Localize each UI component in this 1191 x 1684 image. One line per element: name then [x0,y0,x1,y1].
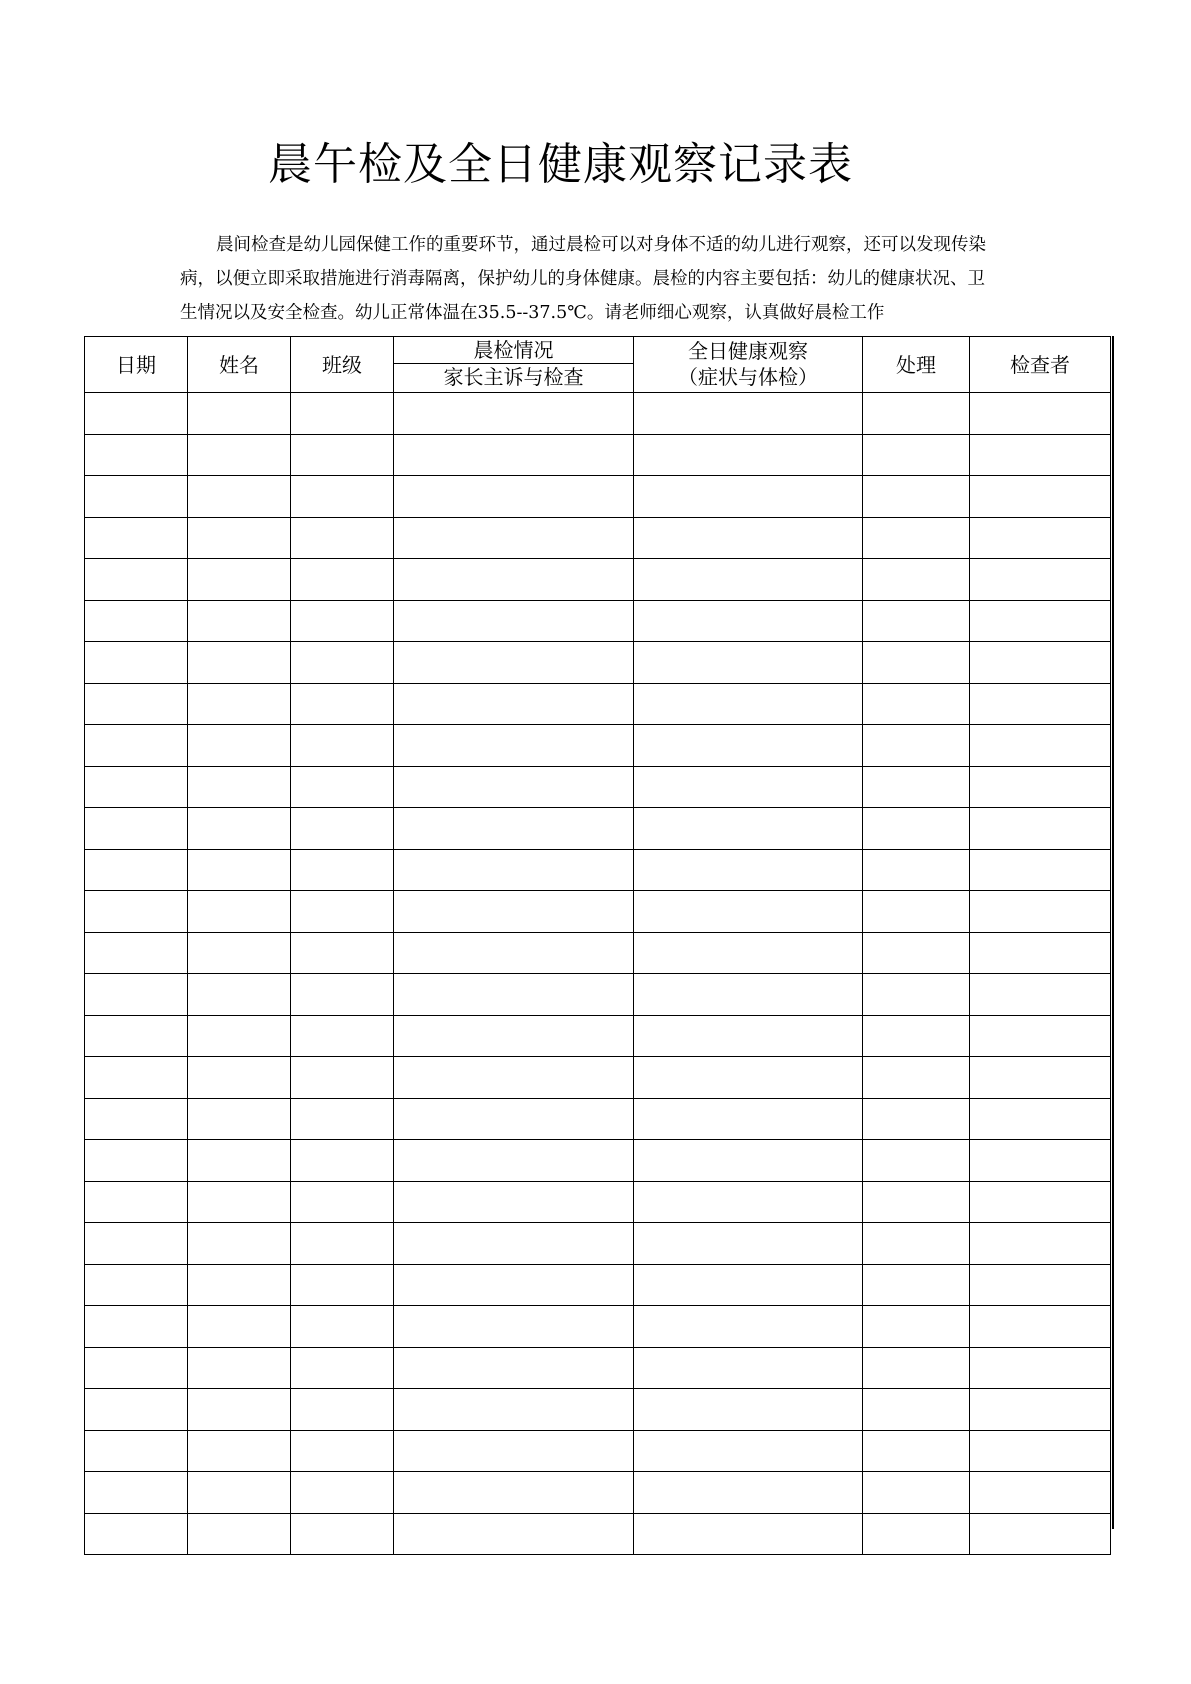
name-cell[interactable] [188,1223,291,1265]
date-cell[interactable] [85,434,188,476]
header-inspector-label: 检查者 [1010,353,1070,377]
fullday-observation-cell[interactable] [634,517,863,559]
header-fullday-title: 全日健康观察 [688,339,808,363]
table-row [85,808,1111,850]
handling-cell[interactable] [863,600,970,642]
header-fullday-subtitle: （症状与体检） [678,365,818,389]
handling-cell[interactable] [863,1264,970,1306]
fullday-observation-cell[interactable] [634,1181,863,1223]
class-cell[interactable] [291,517,394,559]
header-morning-check [394,337,634,393]
morning-check-cell[interactable] [394,766,634,808]
class-cell[interactable] [291,766,394,808]
morning-check-cell[interactable] [394,517,634,559]
date-cell[interactable] [85,808,188,850]
inspector-cell[interactable] [970,434,1111,476]
fullday-observation-cell[interactable] [634,1513,863,1555]
handling-cell[interactable] [863,1430,970,1472]
class-cell[interactable] [291,683,394,725]
name-cell[interactable] [188,766,291,808]
class-cell[interactable] [291,1264,394,1306]
table-row [85,683,1111,725]
class-cell[interactable] [291,559,394,601]
table-row [85,476,1111,518]
header-row [85,337,1111,393]
inspector-cell[interactable] [970,476,1111,518]
table-row [85,393,1111,435]
handling-cell[interactable] [863,1513,970,1555]
inspector-cell[interactable] [970,1472,1111,1514]
date-cell[interactable] [85,476,188,518]
inspector-cell[interactable] [970,1223,1111,1265]
table-row [85,1472,1111,1514]
name-cell[interactable] [188,725,291,767]
morning-check-cell[interactable] [394,849,634,891]
name-cell[interactable] [188,393,291,435]
inspector-cell[interactable] [970,808,1111,850]
inspector-cell[interactable] [970,517,1111,559]
inspector-cell[interactable] [970,932,1111,974]
morning-check-cell[interactable] [394,1264,634,1306]
class-cell[interactable] [291,1347,394,1389]
class-cell[interactable] [291,974,394,1016]
inspector-cell[interactable] [970,1306,1111,1348]
name-cell[interactable] [188,1098,291,1140]
handling-cell[interactable] [863,1306,970,1348]
class-cell[interactable] [291,434,394,476]
date-cell[interactable] [85,974,188,1016]
table-row [85,517,1111,559]
inspector-cell[interactable] [970,766,1111,808]
inspector-cell[interactable] [970,849,1111,891]
header-name-label: 姓名 [219,353,259,377]
date-cell[interactable] [85,1098,188,1140]
class-cell[interactable] [291,476,394,518]
morning-check-cell[interactable] [394,1181,634,1223]
table-row [85,1430,1111,1472]
date-cell[interactable] [85,559,188,601]
intro-line: 晨间检查是幼儿园保健工作的重要环节，通过晨检可以对身体不适的幼儿进行观察，还可以发现传染 [216,235,986,255]
table-row [85,600,1111,642]
class-cell[interactable] [291,849,394,891]
header-inspector [970,337,1111,393]
class-cell[interactable] [291,1181,394,1223]
fullday-observation-cell[interactable] [634,393,863,435]
date-cell[interactable] [85,1389,188,1431]
class-cell[interactable] [291,891,394,933]
date-cell[interactable] [85,1347,188,1389]
fullday-observation-cell[interactable] [634,891,863,933]
handling-cell[interactable] [863,725,970,767]
header-morning-check-title: 晨检情况 [394,337,633,364]
name-cell[interactable] [188,1306,291,1348]
fullday-observation-cell[interactable] [634,1347,863,1389]
table-row [85,1015,1111,1057]
inspector-cell[interactable] [970,1513,1111,1555]
header-fullday-observation [634,337,863,393]
morning-check-cell[interactable] [394,932,634,974]
date-cell[interactable] [85,642,188,684]
table-row [85,1181,1111,1223]
fullday-observation-cell[interactable] [634,642,863,684]
date-cell[interactable] [85,1472,188,1514]
name-cell[interactable] [188,600,291,642]
inspector-cell[interactable] [970,891,1111,933]
date-cell[interactable] [85,1430,188,1472]
inspector-cell[interactable] [970,642,1111,684]
name-cell[interactable] [188,1430,291,1472]
table-row [85,1389,1111,1431]
date-cell[interactable] [85,1513,188,1555]
date-cell[interactable] [85,1181,188,1223]
handling-cell[interactable] [863,1015,970,1057]
table-row [85,1098,1111,1140]
handling-cell[interactable] [863,476,970,518]
class-cell[interactable] [291,1223,394,1265]
date-cell[interactable] [85,1223,188,1265]
name-cell[interactable] [188,1389,291,1431]
fullday-observation-cell[interactable] [634,1472,863,1514]
date-cell[interactable] [85,891,188,933]
inspector-cell[interactable] [970,1264,1111,1306]
fullday-observation-cell[interactable] [634,683,863,725]
table-row [85,1347,1111,1389]
table-row [85,1140,1111,1182]
record-table [84,336,1111,1555]
fullday-observation-cell[interactable] [634,559,863,601]
inspector-cell[interactable] [970,1347,1111,1389]
name-cell[interactable] [188,808,291,850]
inspector-cell[interactable] [970,1389,1111,1431]
name-cell[interactable] [188,932,291,974]
date-cell[interactable] [85,849,188,891]
morning-check-cell[interactable] [394,559,634,601]
class-cell[interactable] [291,1015,394,1057]
handling-cell[interactable] [863,891,970,933]
name-cell[interactable] [188,1264,291,1306]
table-edge-rule [1112,336,1114,1529]
record-table-body [85,393,1111,1555]
name-cell[interactable] [188,1181,291,1223]
inspector-cell[interactable] [970,683,1111,725]
morning-check-cell[interactable] [394,1306,634,1348]
fullday-observation-cell[interactable] [634,1098,863,1140]
page-title: 晨午检及全日健康观察记录表 [268,139,853,190]
handling-cell[interactable] [863,642,970,684]
fullday-observation-cell[interactable] [634,725,863,767]
date-cell[interactable] [85,1057,188,1099]
inspector-cell[interactable] [970,1098,1111,1140]
date-cell[interactable] [85,517,188,559]
fullday-observation-cell[interactable] [634,600,863,642]
class-cell[interactable] [291,1389,394,1431]
fullday-observation-cell[interactable] [634,1264,863,1306]
name-cell[interactable] [188,559,291,601]
handling-cell[interactable] [863,808,970,850]
table-row [85,1306,1111,1348]
handling-cell[interactable] [863,559,970,601]
name-cell[interactable] [188,1347,291,1389]
class-cell[interactable] [291,808,394,850]
name-cell[interactable] [188,434,291,476]
table-row [85,932,1111,974]
handling-cell[interactable] [863,1347,970,1389]
morning-check-cell[interactable] [394,1472,634,1514]
handling-cell[interactable] [863,1472,970,1514]
handling-cell[interactable] [863,932,970,974]
morning-check-cell[interactable] [394,891,634,933]
inspector-cell[interactable] [970,559,1111,601]
handling-cell[interactable] [863,1181,970,1223]
handling-cell[interactable] [863,1098,970,1140]
handling-cell[interactable] [863,1389,970,1431]
header-date [85,337,188,393]
morning-check-cell[interactable] [394,1140,634,1182]
fullday-observation-cell[interactable] [634,1223,863,1265]
intro-paragraph [180,228,1020,330]
inspector-cell[interactable] [970,1181,1111,1223]
morning-check-cell[interactable] [394,434,634,476]
name-cell[interactable] [188,891,291,933]
inspector-cell[interactable] [970,393,1111,435]
header-name [188,337,291,393]
table-row [85,891,1111,933]
table-row [85,434,1111,476]
class-cell[interactable] [291,1430,394,1472]
name-cell[interactable] [188,642,291,684]
handling-cell[interactable] [863,393,970,435]
header-class [291,337,394,393]
handling-cell[interactable] [863,1057,970,1099]
morning-check-cell[interactable] [394,393,634,435]
fullday-observation-cell[interactable] [634,1140,863,1182]
table-row [85,1264,1111,1306]
inspector-cell[interactable] [970,600,1111,642]
fullday-observation-cell[interactable] [634,1306,863,1348]
name-cell[interactable] [188,1513,291,1555]
handling-cell[interactable] [863,1140,970,1182]
inspector-cell[interactable] [970,974,1111,1016]
morning-check-cell[interactable] [394,1430,634,1472]
table-row [85,642,1111,684]
date-cell[interactable] [85,725,188,767]
handling-cell[interactable] [863,974,970,1016]
name-cell[interactable] [188,1472,291,1514]
morning-check-cell[interactable] [394,1015,634,1057]
table-row [85,1223,1111,1265]
class-cell[interactable] [291,1306,394,1348]
name-cell[interactable] [188,1140,291,1182]
class-cell[interactable] [291,932,394,974]
morning-check-cell[interactable] [394,1223,634,1265]
inspector-cell[interactable] [970,1430,1111,1472]
class-cell[interactable] [291,1098,394,1140]
morning-check-cell[interactable] [394,1057,634,1099]
fullday-observation-cell[interactable] [634,476,863,518]
inspector-cell[interactable] [970,1057,1111,1099]
name-cell[interactable] [188,1015,291,1057]
morning-check-cell[interactable] [394,600,634,642]
class-cell[interactable] [291,642,394,684]
class-cell[interactable] [291,393,394,435]
table-row [85,1513,1111,1555]
intro-line: 病，以便立即采取措施进行消毒隔离，保护幼儿的身体健康。晨检的内容主要包括：幼儿的健康状况、卫 [180,269,985,289]
name-cell[interactable] [188,683,291,725]
fullday-observation-cell[interactable] [634,1389,863,1431]
header-date-label: 日期 [116,353,156,377]
date-cell[interactable] [85,932,188,974]
morning-check-cell[interactable] [394,1098,634,1140]
name-cell[interactable] [188,476,291,518]
fullday-observation-cell[interactable] [634,808,863,850]
handling-cell[interactable] [863,1223,970,1265]
fullday-observation-cell[interactable] [634,1015,863,1057]
name-cell[interactable] [188,517,291,559]
morning-check-cell[interactable] [394,808,634,850]
date-cell[interactable] [85,1306,188,1348]
intro-line: 生情况以及安全检查。幼儿正常体温在35.5--37.5℃。请老师细心观察，认真做好晨检工作 [180,303,885,323]
handling-cell[interactable] [863,683,970,725]
handling-cell[interactable] [863,517,970,559]
name-cell[interactable] [188,849,291,891]
morning-check-cell[interactable] [394,1389,634,1431]
morning-check-cell[interactable] [394,725,634,767]
class-cell[interactable] [291,600,394,642]
date-cell[interactable] [85,683,188,725]
class-cell[interactable] [291,1057,394,1099]
fullday-observation-cell[interactable] [634,434,863,476]
fullday-observation-cell[interactable] [634,932,863,974]
date-cell[interactable] [85,1015,188,1057]
inspector-cell[interactable] [970,1015,1111,1057]
date-cell[interactable] [85,393,188,435]
morning-check-cell[interactable] [394,683,634,725]
header-handling [863,337,970,393]
date-cell[interactable] [85,1264,188,1306]
morning-check-cell[interactable] [394,476,634,518]
morning-check-cell[interactable] [394,642,634,684]
table-row [85,559,1111,601]
fullday-observation-cell[interactable] [634,766,863,808]
fullday-observation-cell[interactable] [634,974,863,1016]
inspector-cell[interactable] [970,725,1111,767]
class-cell[interactable] [291,1513,394,1555]
table-row [85,849,1111,891]
handling-cell[interactable] [863,849,970,891]
fullday-observation-cell[interactable] [634,1430,863,1472]
handling-cell[interactable] [863,766,970,808]
date-cell[interactable] [85,766,188,808]
class-cell[interactable] [291,1472,394,1514]
name-cell[interactable] [188,974,291,1016]
table-row [85,766,1111,808]
morning-check-cell[interactable] [394,1513,634,1555]
table-row [85,725,1111,767]
date-cell[interactable] [85,600,188,642]
header-morning-check-subtitle: 家长主诉与检查 [443,365,584,389]
fullday-observation-cell[interactable] [634,849,863,891]
inspector-cell[interactable] [970,1140,1111,1182]
fullday-observation-cell[interactable] [634,1057,863,1099]
date-cell[interactable] [85,1140,188,1182]
table-row [85,974,1111,1016]
class-cell[interactable] [291,1140,394,1182]
morning-check-cell[interactable] [394,1347,634,1389]
name-cell[interactable] [188,1057,291,1099]
header-handling-label: 处理 [896,353,936,377]
table-row [85,1057,1111,1099]
class-cell[interactable] [291,725,394,767]
header-class-label: 班级 [322,353,362,377]
handling-cell[interactable] [863,434,970,476]
morning-check-cell[interactable] [394,974,634,1016]
